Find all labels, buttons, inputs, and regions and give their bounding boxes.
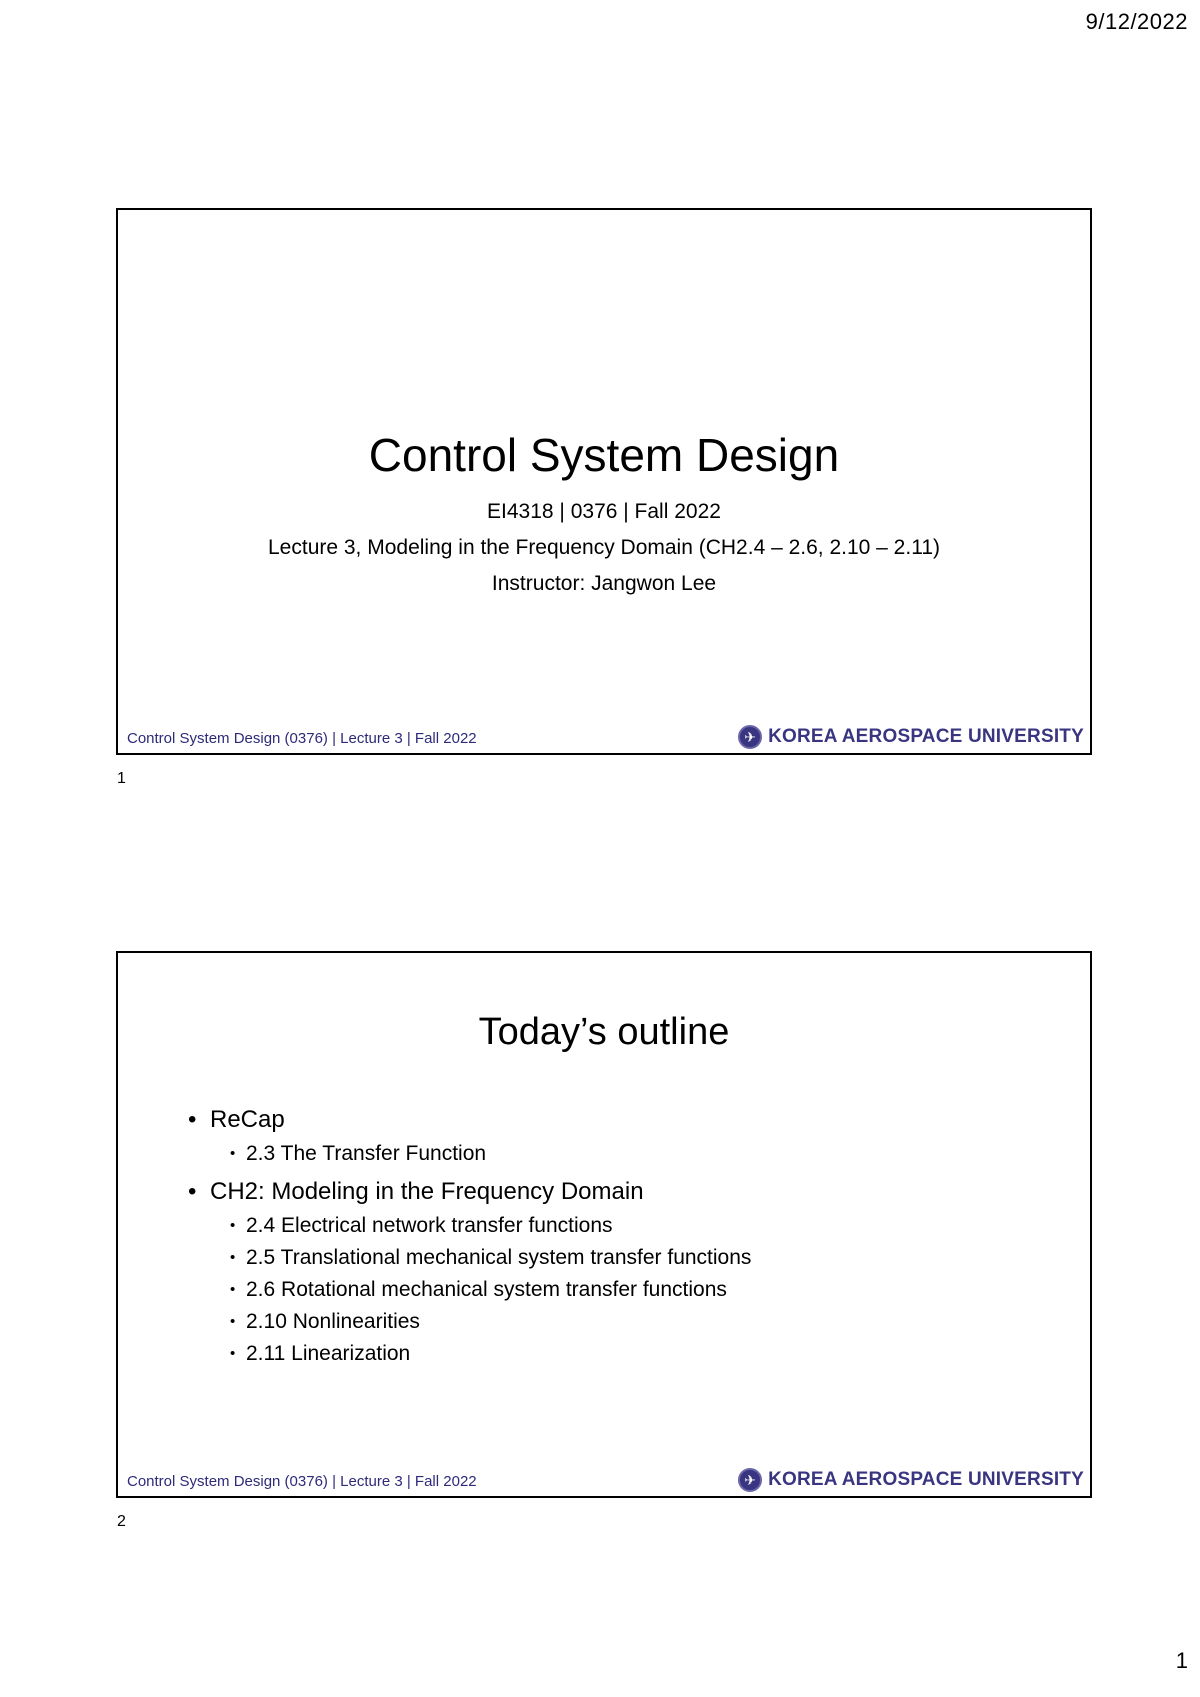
instructor-name: Instructor: Jangwon Lee [491, 572, 717, 595]
outline-item-label: CH2: Modeling in the Frequency Domain [210, 1178, 644, 1205]
slide-1-title: Control System Design [368, 429, 840, 481]
slide-2-number: 2 [117, 1513, 126, 1530]
outline-item [188, 1106, 751, 1170]
course-code: EI4318 | 0376 | Fall 2022 [487, 500, 721, 523]
outline-list [188, 1098, 751, 1370]
university-logo-text: KOREA AEROSPACE UNIVERSITY [768, 1469, 1084, 1490]
outline-subitem: • 2.11 Linearization [228, 1338, 751, 1370]
slide-1 [116, 208, 1092, 755]
slide-2 [116, 951, 1092, 1498]
page-number: 1 [1175, 1648, 1188, 1673]
outline-subitem: • 2.4 Electrical network transfer functions [228, 1210, 751, 1242]
outline-sublist [210, 1138, 751, 1170]
slide-footer-text: Control System Design (0376) | Lecture 3 | Fall 2022 [127, 730, 477, 747]
university-emblem-icon: ✈ [738, 725, 762, 749]
slide-2-title: Today’s outline [478, 1011, 730, 1053]
slide-footer-text: Control System Design (0376) | Lecture 3 | Fall 2022 [127, 1473, 477, 1490]
outline-item [188, 1178, 751, 1370]
outline-subitem: • 2.10 Nonlinearities [228, 1306, 751, 1338]
university-logo-text: KOREA AEROSPACE UNIVERSITY [768, 726, 1084, 747]
lecture-topic: Lecture 3, Modeling in the Frequency Domain (CH2.4 – 2.6, 2.10 – 2.11) [268, 536, 940, 559]
print-date: 9/12/2022 [1085, 9, 1188, 34]
outline-subitem: • 2.6 Rotational mechanical system transfer functions [228, 1274, 751, 1306]
university-logo [738, 1468, 1084, 1492]
outline-subitem: • 2.5 Translational mechanical system transfer functions [228, 1242, 751, 1274]
university-logo [738, 725, 1084, 749]
university-emblem-icon: ✈ [738, 1468, 762, 1492]
outline-sublist [210, 1210, 751, 1370]
outline-subitem: • 2.3 The Transfer Function [228, 1138, 751, 1170]
slide-1-number: 1 [117, 770, 126, 787]
outline-item-label: ReCap [210, 1106, 285, 1133]
